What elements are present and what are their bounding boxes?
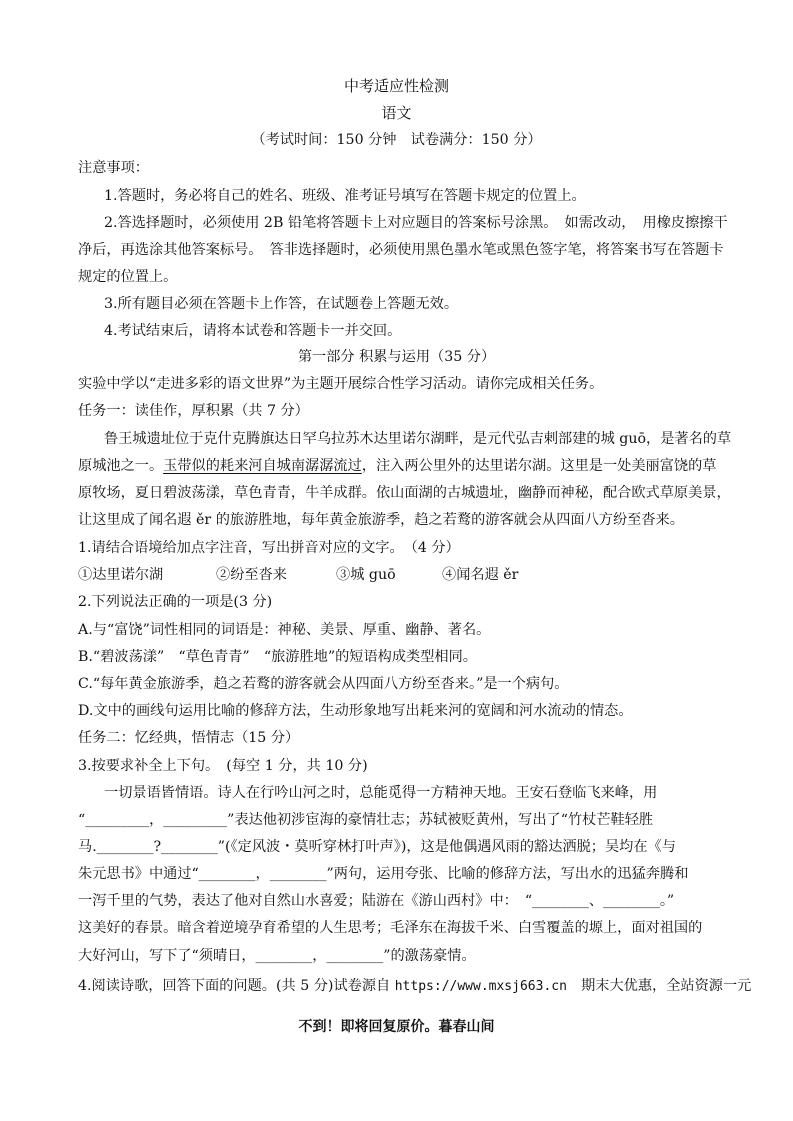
exam-info: （考试时间：150 分钟 试卷满分：150 分）	[251, 132, 542, 148]
q3-line-2: “_________，_________”表达他初涉宦海的豪情壮志；苏轼被贬黄州，写出了“竹杖芒鞋轻胜	[78, 812, 654, 828]
q1-option-1: ①达里诺尔湖	[78, 567, 164, 583]
notes-heading: 注意事项：	[78, 160, 149, 176]
footer-text: 不到！即将回复原价。暮春山间	[298, 1019, 495, 1035]
question-4-text: 4.阅读诗歌，回答下面的问题。(共 5 分)试卷源自	[78, 978, 391, 994]
underlined-sentence: 玉带似的耗来河自城南潺潺流过	[163, 458, 362, 474]
task1-heading: 任务一：读佳作，厚积累（共 7 分）	[78, 403, 309, 419]
question-3: 3.按要求补全上下句。 (每空 1 分，共 10 分)	[78, 758, 368, 774]
q2-option-b: B.“碧波荡漾” “草色青青” “旅游胜地”的短语构成类型相同。	[78, 649, 477, 665]
q3-line-3: 马.________?________”(《定风波・莫听穿林打叶声》)，这是他偶遇风雨的豁达洒脱；吴均在《与	[78, 839, 676, 855]
note-1: 1.答题时，务必将自己的姓名、班级、准考证号填写在答题卡规定的位置上。	[104, 188, 586, 204]
part1-intro: 实验中学以“走进多彩的语文世界”为主题开展综合性学习活动。请你完成相关任务。	[78, 376, 604, 392]
q3-line-6: 这美好的春景。暗含着逆境孕育希望的人生思考；毛泽东在海拔千米、白雪覆盖的塬上，面对祖国的	[78, 920, 703, 936]
q1-option-3: ③城 guō	[336, 567, 396, 583]
question-1: 1.请结合语境给加点字注音，写出拼音对应的文字。 （4 分）	[78, 540, 460, 556]
question-1-options	[78, 565, 721, 585]
question-2: 2.下列说法正确的一项是(3 分)	[78, 594, 273, 610]
promo-text: 期末大优惠，全站资源一元	[566, 978, 752, 994]
note-4: 4.考试结束后，请将本试卷和答题卡一并交回。	[104, 323, 402, 339]
passage-line-3: 原牧场，夏日碧波荡漾，草色青青，牛羊成群。依山面湖的古城遗址，幽静而神秘，配合欧式草原美景，	[78, 485, 731, 501]
passage-line-4: 让这里成了闻名遐 ěr 的旅游胜地，每年黄金旅游季，趋之若鹜的游客就会从四面八方纷至沓来。	[78, 512, 684, 528]
note-2-line-3: 规定的位置上。	[78, 269, 178, 285]
q2-option-a: A.与“富饶”词性相同的词语是：神秘、美景、厚重、幽静、著名。	[78, 622, 491, 638]
passage-line-2-end: ，注入两公里外的达里诺尔湖。这里是一处美丽富饶的草	[361, 458, 717, 474]
exam-subject: 语文	[381, 104, 412, 122]
part1-title: 第一部分 积累与运用（35 分）	[297, 349, 496, 365]
q3-line-7: 大好河山，写下了“须晴日，________，________”的激荡豪情。	[78, 948, 476, 964]
q1-option-2: ②纷至沓来	[216, 567, 287, 583]
note-3: 3.所有题目必须在答题卡上作答，在试题卷上答题无效。	[104, 296, 459, 312]
q2-option-c: C.“每年黄金旅游季，趋之若鹜的游客就会从四面八方纷至沓来。”是一个病句。	[78, 676, 569, 692]
q3-line-4: 朱元思书》中通过“________，________”两句，运用夸张、比喻的修辞方法，写出水的迅猛奔腾和	[78, 866, 689, 882]
passage-line-1: 鲁王城遗址位于克什克腾旗达日罕乌拉苏木达里诺尔湖畔，是元代弘吉剌部建的城 guō，是著名的草	[104, 431, 732, 447]
q3-line-1: 一切景语皆情语。诗人在行吟山河之时，总能觅得一方精神天地。王安石登临飞来峰，用	[104, 785, 658, 801]
note-2-line-1: 2.答选择题时，必须使用 2B 铅笔将答题卡上对应题目的答案标号涂黑。 如需改动， 用橡皮擦擦干	[104, 215, 728, 231]
exam-title: 中考适应性检测	[343, 77, 449, 95]
passage-line-2	[78, 456, 721, 476]
note-2-line-2: 净后，再选涂其他答案标号。 答非选择题时，必须使用黑色墨水笔或黑色签字笔，将答案书写在答题卡	[78, 242, 724, 258]
q3-line-5: 一泻千里的气势，表达了他对自然山水喜爱；陆游在《游山西村》中： “________、________。”	[78, 893, 675, 909]
q2-option-d: D.文中的画线句运用比喻的修辞方法，生动形象地写出耗来河的宽阔和河水流动的情态。	[78, 703, 633, 719]
task2-heading: 任务二：忆经典，悟情志（15 分）	[78, 730, 300, 746]
q1-option-4: ④闻名遐 ěr	[442, 567, 519, 583]
passage-line-2-start: 原城池之一。	[78, 458, 164, 474]
source-link[interactable]: https://www.mxsj663.cn	[394, 979, 567, 994]
question-4	[78, 976, 752, 997]
